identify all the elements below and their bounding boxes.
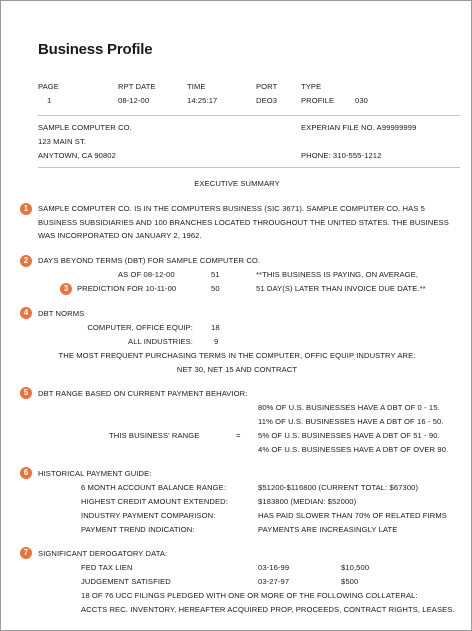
business-range-label: THIS BUSINESS' RANGE	[109, 431, 200, 440]
derogatory-item-date: 03-27-97	[258, 577, 290, 586]
executive-summary-title: EXECUTIVE SUMMARY	[194, 179, 280, 188]
dbt-range-line: 4% OF U.S. BUSINESSES HAVE A DBT OF OVER 90.	[258, 445, 449, 454]
section-7-marker: 7	[20, 547, 32, 559]
dbt-asof-label: AS OF 08-12-00	[118, 270, 175, 279]
derogatory-item-amount: $10,500	[341, 563, 370, 572]
company-name: SAMPLE COMPUTER CO.	[38, 123, 132, 132]
payment-guide-label: PAYMENT TREND INDICATION:	[81, 525, 195, 534]
payment-guide-value: $51200-$116800 (CURRENT TOTAL: $67300)	[258, 483, 419, 492]
payment-guide-label: 6 MONTH ACCOUNT BALANCE RANGE:	[81, 483, 227, 492]
section-3-marker: 3	[60, 283, 72, 295]
derogatory-item-label: FED TAX LIEN	[81, 563, 133, 572]
header-rpt-date-label: RPT DATE	[118, 82, 156, 91]
derogatory-item-amount: $500	[341, 577, 359, 586]
section-6-heading: HISTORICAL PAYMENT GUIDE:	[38, 469, 152, 478]
header-page-value: 1	[47, 96, 52, 105]
prediction-value: 50	[211, 284, 220, 293]
business-range-equals: =	[236, 431, 241, 440]
payment-guide-label: HIGHEST CREDIT AMOUNT EXTENDED:	[81, 497, 228, 506]
company-city: ANYTOWN, CA 90802	[38, 151, 116, 160]
derogatory-item-label: JUDGEMENT SATISFIED	[81, 577, 171, 586]
company-phone: PHONE: 310-555-1212	[301, 151, 382, 160]
header-divider	[38, 115, 460, 116]
section-4-heading: DBT NORMS	[38, 309, 85, 318]
header-type-value: PROFILE	[301, 96, 335, 105]
header-type-code: 030	[355, 96, 368, 105]
header-rpt-date-value: 08-12-00	[118, 96, 150, 105]
payment-guide-label: INDUSTRY PAYMENT COMPARISON:	[81, 511, 216, 520]
section-1-summary: SAMPLE COMPUTER CO. IS IN THE COMPUTERS BUSINESS (SIC 3671). SAMPLE COMPUTER CO. HAS 5 BUSINESS SUBSIDIARIES AND 100 BRANCHES LOCATED THROUGHOUT THE UNITED STATES. THE BUSINESS WAS INCORPORATED ON JANUARY 2, 1962.	[38, 204, 449, 240]
header-type-label: TYPE	[301, 82, 322, 91]
norms-industry-value: 18	[211, 323, 220, 332]
experian-file-number: EXPERIAN FILE NO. A99999999	[301, 123, 417, 132]
derogatory-item-date: 03-16-99	[258, 563, 290, 572]
company-street: 123 MAIN ST.	[38, 137, 87, 146]
norms-all-label: ALL INDUSTRIES:	[128, 337, 193, 346]
header-time-label: TIME	[187, 82, 206, 91]
section-2-heading: DAYS BEYOND TERMS (DBT) FOR SAMPLE COMPUTER CO.	[38, 256, 261, 265]
dbt-range-line: 80% OF U.S. BUSINESSES HAVE A DBT OF 0 - 15.	[258, 403, 440, 412]
section-6-marker: 6	[20, 467, 32, 479]
page-title: Business Profile	[38, 41, 153, 58]
norms-all-value: 9	[214, 337, 219, 346]
section-2-marker: 2	[20, 255, 32, 267]
header-page-label: PAGE	[38, 82, 59, 91]
section-5-marker: 5	[20, 387, 32, 399]
ucc-filings-line-2: ACCTS REC. INVENTORY, HEREAFTER ACQUIRED PROP, PROCEEDS, CONTRACT RIGHTS, LEASES.	[81, 605, 455, 614]
dbt-note-line-1: **THIS BUSINESS IS PAYING, ON AVERAGE,	[256, 270, 419, 279]
dbt-asof-value: 51	[211, 270, 220, 279]
dbt-range-line: 11% OF U.S. BUSINESSES HAVE A DBT OF 16 - 50.	[258, 417, 444, 426]
purchasing-terms-line-2: NET 30, NET 15 AND CONTRACT	[176, 365, 298, 374]
payment-guide-value: $183800 (MEDIAN: $52000)	[258, 497, 357, 506]
section-4-marker: 4	[20, 307, 32, 319]
ucc-filings-line-1: 18 OF 76 UCC FILINGS PLEDGED WITH ONE OR MORE OF THE FOLLOWING COLLATERAL:	[81, 591, 418, 600]
payment-guide-value: HAS PAID SLOWER THAN 70% OF RELATED FIRMS	[258, 511, 447, 520]
section-5-heading: DBT RANGE BASED ON CURRENT PAYMENT BEHAVIOR:	[38, 389, 248, 398]
section-1-marker: 1	[20, 203, 32, 215]
company-divider	[38, 167, 460, 168]
header-port-label: PORT	[256, 82, 278, 91]
section-7-heading: SIGNIFICANT DEROGATORY DATA:	[38, 549, 168, 558]
payment-guide-value: PAYMENTS ARE INCREASINGLY LATE	[258, 525, 398, 534]
dbt-note-line-2: 51 DAY(S) LATER THAN INVOICE DUE DATE.**	[256, 284, 426, 293]
prediction-label: PREDICTION FOR 10-11-00	[77, 284, 177, 293]
purchasing-terms-line-1: THE MOST FREQUENT PURCHASING TERMS IN THE COMPUTER, OFFIC EQUIP INDUSTRY ARE:	[58, 351, 416, 360]
header-time-value: 14:25:17	[187, 96, 218, 105]
dbt-range-line: 5% OF U.S. BUSINESSES HAVE A DBT OF 51 - 90.	[258, 431, 440, 440]
header-port-value: DEO3	[256, 96, 278, 105]
norms-industry-label: COMPUTER, OFFICE EQUIP:	[87, 323, 193, 332]
